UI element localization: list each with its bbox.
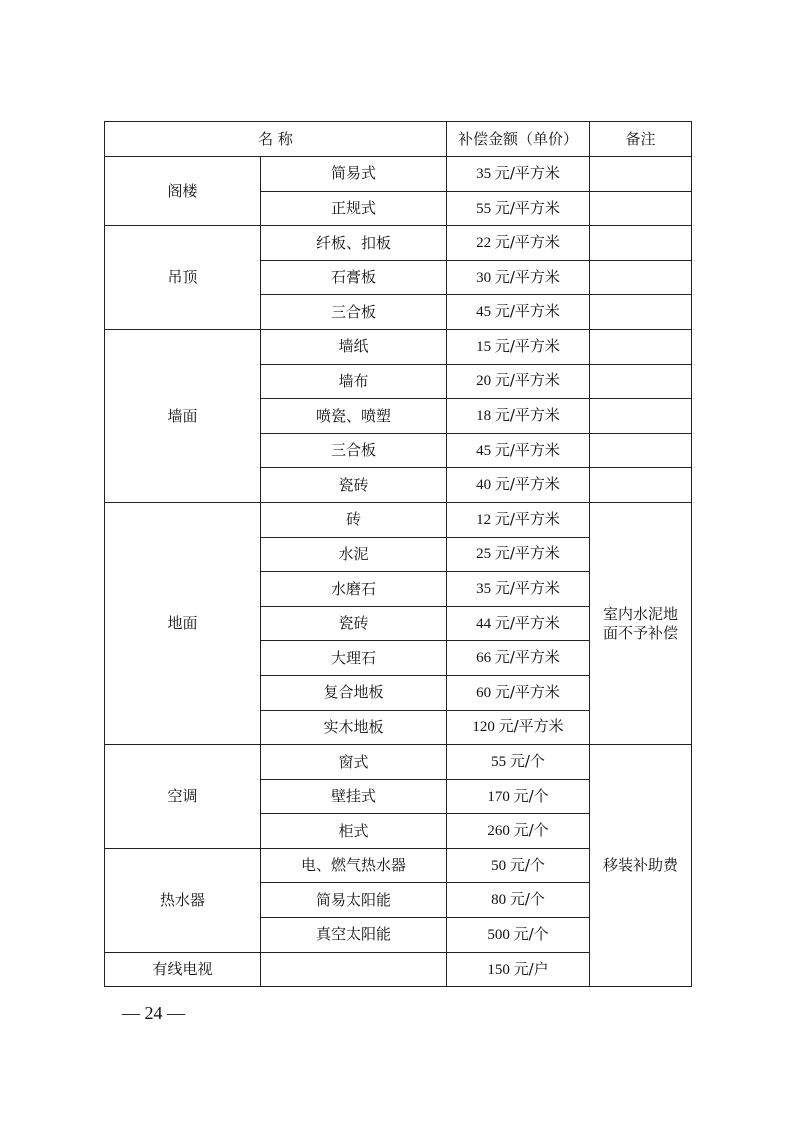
amount-number: 35 bbox=[476, 165, 492, 182]
note-cell-empty bbox=[590, 329, 692, 364]
amount-cell bbox=[447, 295, 590, 330]
item-cell: 实木地板 bbox=[261, 710, 447, 745]
amount-unit: 元/平方米 bbox=[494, 544, 560, 563]
item-cell: 复合地板 bbox=[261, 675, 447, 710]
amount-unit: 元/个 bbox=[509, 890, 545, 909]
item-cell: 简易太阳能 bbox=[261, 883, 447, 918]
item-cell: 壁挂式 bbox=[261, 779, 447, 814]
amount-cell bbox=[447, 260, 590, 295]
category-cell: 有线电视 bbox=[105, 952, 261, 987]
header-note: 备注 bbox=[590, 122, 692, 157]
amount-number: 80 bbox=[491, 892, 507, 909]
item-cell: 柜式 bbox=[261, 814, 447, 849]
amount-unit: 元/平方米 bbox=[494, 475, 560, 494]
amount-number: 25 bbox=[476, 546, 492, 563]
amount-unit: 元/平方米 bbox=[494, 406, 560, 425]
header-amount: 补偿金额（单价） bbox=[447, 122, 590, 157]
table-row bbox=[105, 745, 692, 780]
table-row bbox=[105, 502, 692, 537]
amount-unit: 元/平方米 bbox=[494, 579, 560, 598]
amount-unit: 元/个 bbox=[513, 821, 549, 840]
amount-cell bbox=[447, 745, 590, 780]
amount-unit: 元/平方米 bbox=[494, 509, 560, 528]
amount-cell bbox=[447, 641, 590, 676]
item-cell: 真空太阳能 bbox=[261, 918, 447, 953]
amount-unit: 元/平方米 bbox=[494, 613, 560, 632]
note-cell-empty bbox=[590, 260, 692, 295]
amount-cell bbox=[447, 468, 590, 503]
amount-number: 170 bbox=[487, 788, 510, 805]
amount-unit: 元/平方米 bbox=[494, 440, 560, 459]
amount-cell bbox=[447, 710, 590, 745]
note-cell-empty bbox=[590, 399, 692, 434]
amount-number: 30 bbox=[476, 269, 492, 286]
item-cell: 墙布 bbox=[261, 364, 447, 399]
amount-unit: 元/平方米 bbox=[494, 302, 560, 321]
amount-unit: 元/平方米 bbox=[494, 198, 560, 217]
amount-unit: 元/平方米 bbox=[494, 682, 560, 701]
amount-unit: 元/平方米 bbox=[498, 717, 564, 736]
table-row bbox=[105, 329, 692, 364]
amount-cell bbox=[447, 883, 590, 918]
amount-number: 40 bbox=[476, 477, 492, 494]
amount-number: 45 bbox=[476, 442, 492, 459]
amount-number: 150 bbox=[487, 961, 510, 978]
item-cell: 瓷砖 bbox=[261, 606, 447, 641]
amount-cell bbox=[447, 952, 590, 987]
relocation-note-cell: 移装补助费 bbox=[590, 745, 692, 987]
note-cell-empty bbox=[590, 157, 692, 192]
amount-number: 15 bbox=[476, 338, 492, 355]
amount-number: 45 bbox=[476, 304, 492, 321]
amount-cell bbox=[447, 364, 590, 399]
amount-number: 55 bbox=[476, 200, 492, 217]
table-row bbox=[105, 157, 692, 192]
category-cell: 墙面 bbox=[105, 329, 261, 502]
amount-cell bbox=[447, 226, 590, 261]
note-cell-empty bbox=[590, 191, 692, 226]
amount-cell bbox=[447, 848, 590, 883]
amount-number: 55 bbox=[491, 754, 507, 771]
amount-unit: 元/个 bbox=[509, 855, 545, 874]
item-cell: 瓷砖 bbox=[261, 468, 447, 503]
item-cell: 电、燃气热水器 bbox=[261, 848, 447, 883]
page-number: — 24 — bbox=[122, 1003, 185, 1023]
amount-number: 120 bbox=[472, 719, 495, 736]
note-cell: 室内水泥地 面不予补偿 bbox=[590, 502, 692, 744]
amount-unit: 元/平方米 bbox=[494, 163, 560, 182]
note-cell-empty bbox=[590, 433, 692, 468]
item-cell: 砖 bbox=[261, 502, 447, 537]
amount-cell bbox=[447, 675, 590, 710]
amount-cell bbox=[447, 399, 590, 434]
item-cell: 窗式 bbox=[261, 745, 447, 780]
amount-unit: 元/平方米 bbox=[494, 267, 560, 286]
item-cell: 墙纸 bbox=[261, 329, 447, 364]
item-cell bbox=[261, 952, 447, 987]
category-cell: 地面 bbox=[105, 502, 261, 744]
amount-cell bbox=[447, 191, 590, 226]
item-cell: 水泥 bbox=[261, 537, 447, 572]
amount-number: 60 bbox=[476, 684, 492, 701]
table-body bbox=[105, 157, 692, 987]
amount-cell bbox=[447, 502, 590, 537]
amount-unit: 元/个 bbox=[513, 924, 549, 943]
amount-cell bbox=[447, 918, 590, 953]
item-cell: 水磨石 bbox=[261, 572, 447, 607]
item-cell: 简易式 bbox=[261, 157, 447, 192]
amount-number: 20 bbox=[476, 373, 492, 390]
amount-cell bbox=[447, 537, 590, 572]
table-row bbox=[105, 226, 692, 261]
item-cell: 石膏板 bbox=[261, 260, 447, 295]
note-cell-empty bbox=[590, 468, 692, 503]
amount-unit: 元/个 bbox=[513, 786, 549, 805]
compensation-table bbox=[104, 121, 692, 987]
amount-cell bbox=[447, 606, 590, 641]
amount-cell bbox=[447, 433, 590, 468]
amount-cell bbox=[447, 779, 590, 814]
category-cell: 热水器 bbox=[105, 848, 261, 952]
amount-unit: 元/个 bbox=[509, 752, 545, 771]
item-cell: 正规式 bbox=[261, 191, 447, 226]
item-cell: 喷瓷、喷塑 bbox=[261, 399, 447, 434]
item-cell: 纤板、扣板 bbox=[261, 226, 447, 261]
amount-cell bbox=[447, 814, 590, 849]
amount-number: 18 bbox=[476, 408, 492, 425]
amount-unit: 元/平方米 bbox=[494, 648, 560, 667]
item-cell: 大理石 bbox=[261, 641, 447, 676]
table-header bbox=[105, 122, 692, 157]
item-cell: 三合板 bbox=[261, 295, 447, 330]
item-cell: 三合板 bbox=[261, 433, 447, 468]
amount-number: 44 bbox=[476, 615, 492, 632]
amount-number: 50 bbox=[491, 857, 507, 874]
header-name: 名 称 bbox=[105, 122, 447, 157]
category-cell: 阁楼 bbox=[105, 157, 261, 226]
amount-number: 35 bbox=[476, 581, 492, 598]
amount-cell bbox=[447, 329, 590, 364]
category-cell: 吊顶 bbox=[105, 226, 261, 330]
amount-number: 12 bbox=[476, 511, 492, 528]
amount-number: 66 bbox=[476, 650, 492, 667]
amount-number: 22 bbox=[476, 235, 492, 252]
note-cell-empty bbox=[590, 226, 692, 261]
amount-cell bbox=[447, 157, 590, 192]
note-cell-empty bbox=[590, 295, 692, 330]
amount-number: 500 bbox=[487, 926, 510, 943]
amount-cell bbox=[447, 572, 590, 607]
amount-unit: 元/户 bbox=[513, 959, 549, 978]
note-cell-empty bbox=[590, 364, 692, 399]
category-cell: 空调 bbox=[105, 745, 261, 849]
amount-unit: 元/平方米 bbox=[494, 233, 560, 252]
amount-unit: 元/平方米 bbox=[494, 336, 560, 355]
amount-unit: 元/平方米 bbox=[494, 371, 560, 390]
amount-number: 260 bbox=[487, 823, 510, 840]
